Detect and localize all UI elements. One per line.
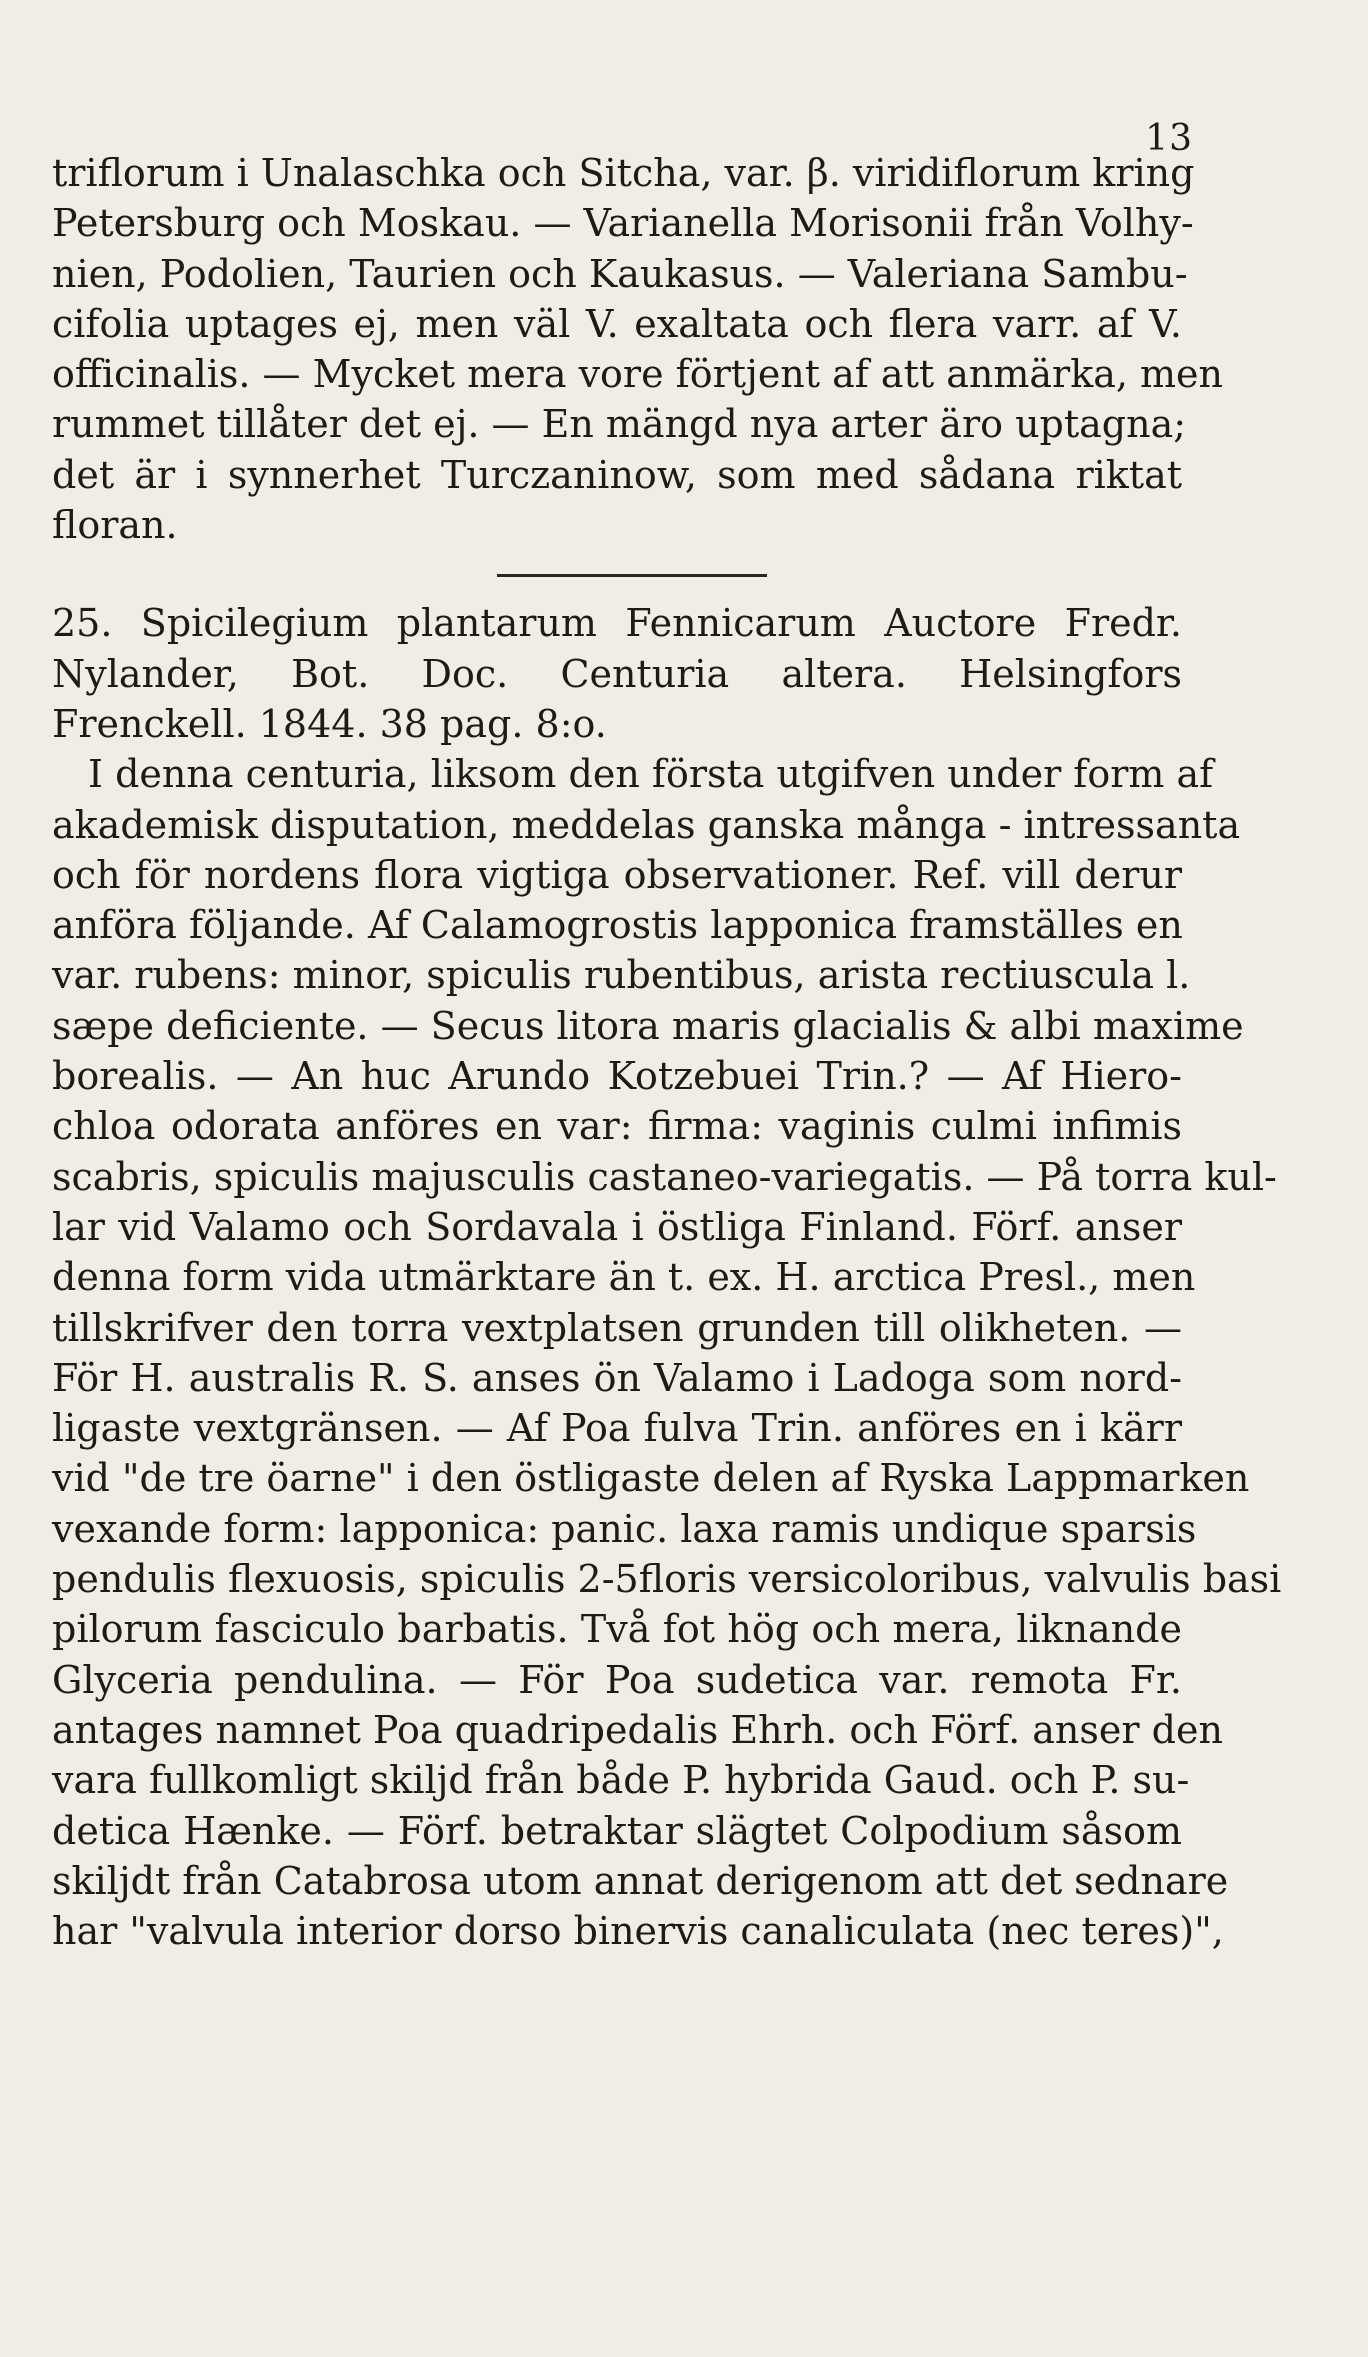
- text-line: rummet tillåter det ej. — En mängd nya arter äro uptagna;: [52, 402, 1187, 447]
- text-line: borealis. — An huc Arundo Kotzebuei Trin.? — Af Hiero-: [52, 1054, 1182, 1099]
- text-line: Glyceria pendulina. — För Poa sudetica var. remota Fr.: [52, 1657, 1182, 1702]
- section-divider: [52, 550, 1182, 598]
- text-line: detica Hænke. — Förf. betraktar slägtet Colpodium såsom: [52, 1808, 1182, 1853]
- text-line: lar vid Valamo och Sordavala i östliga Finland. Förf. anser: [52, 1204, 1182, 1249]
- text-line: pilorum fasciculo barbatis. Två fot hög och mera, liknande: [52, 1607, 1182, 1652]
- text-line: vexande form: lapponica: panic. laxa ramis undique sparsis: [52, 1506, 1197, 1551]
- text-line: vara fullkomligt skiljd från både P. hybrida Gaud. och P. su-: [52, 1758, 1190, 1803]
- text-line: var. rubens: minor, spiculis rubentibus, arista rectiuscula l.: [52, 953, 1191, 998]
- text-line: skiljdt från Catabrosa utom annat derigenom att det sednare: [52, 1858, 1229, 1903]
- text-line: tillskrifver den torra vextplatsen grunden till olikheten. —: [52, 1305, 1182, 1350]
- text-line: och för nordens flora vigtiga observationer. Ref. vill derur: [52, 852, 1182, 897]
- text-line: ligaste vextgränsen. — Af Poa fulva Trin. anföres en i kärr: [52, 1406, 1182, 1451]
- divider-rule: [497, 574, 767, 577]
- text-line: Petersburg och Moskau. — Varianella Morisonii från Volhy-: [52, 201, 1194, 246]
- text-line: sæpe deficiente. — Secus litora maris glacialis & albi maxime: [52, 1003, 1244, 1048]
- text-line: pendulis flexuosis, spiculis 2-5floris versicoloribus, valvulis basi: [52, 1557, 1282, 1602]
- heading-line: Nylander, Bot. Doc. Centuria altera. Helsingfors: [52, 651, 1182, 696]
- text-line: floran.: [52, 503, 178, 548]
- text-line: scabris, spiculis majusculis castaneo-variegatis. — På torra kul-: [52, 1154, 1277, 1199]
- text-block: [52, 148, 1282, 1956]
- text-line: det är i synnerhet Turczaninow, som med sådana riktat: [52, 452, 1182, 497]
- text-line: nien, Podolien, Taurien och Kaukasus. — Valeriana Sambu-: [52, 251, 1188, 296]
- text-line: denna form vida utmärktare än t. ex. H. arctica Presl., men: [52, 1255, 1196, 1300]
- text-line: officinalis. — Mycket mera vore förtjent af att anmärka, men: [52, 352, 1224, 397]
- page-number: 13: [1145, 118, 1193, 159]
- text-line: har "valvula interior dorso binervis canaliculata (nec teres)",: [52, 1909, 1224, 1954]
- text-line: För H. australis R. S. anses ön Valamo i Ladoga som nord-: [52, 1355, 1182, 1400]
- text-line: antages namnet Poa quadripedalis Ehrh. och Förf. anser den: [52, 1707, 1223, 1752]
- heading-line: Frenckell. 1844. 38 pag. 8:o.: [52, 701, 607, 746]
- text-line: I denna centuria, liksom den första utgifven under form af: [88, 752, 1214, 797]
- heading-line: 25. Spicilegium plantarum Fennicarum Auctore Fredr.: [52, 601, 1182, 646]
- text-line: cifolia uptages ej, men väl V. exaltata och flera varr. af V.: [52, 301, 1182, 346]
- text-line: anföra följande. Af Calamogrostis lapponica framställes en: [52, 903, 1183, 948]
- paragraph-1: [52, 148, 1224, 550]
- text-line: triflorum i Unalaschka och Sitcha, var. β. viridiflorum kring: [52, 151, 1195, 195]
- paragraph-2: [52, 749, 1282, 1956]
- text-line: vid "de tre öarne" i den östligaste delen af Ryska Lappmarken: [52, 1456, 1250, 1501]
- text-line: akademisk disputation, meddelas ganska många - intressanta: [52, 802, 1241, 847]
- entry-heading: [52, 598, 1182, 749]
- text-line: chloa odorata anföres en var: firma: vaginis culmi infimis: [52, 1104, 1182, 1149]
